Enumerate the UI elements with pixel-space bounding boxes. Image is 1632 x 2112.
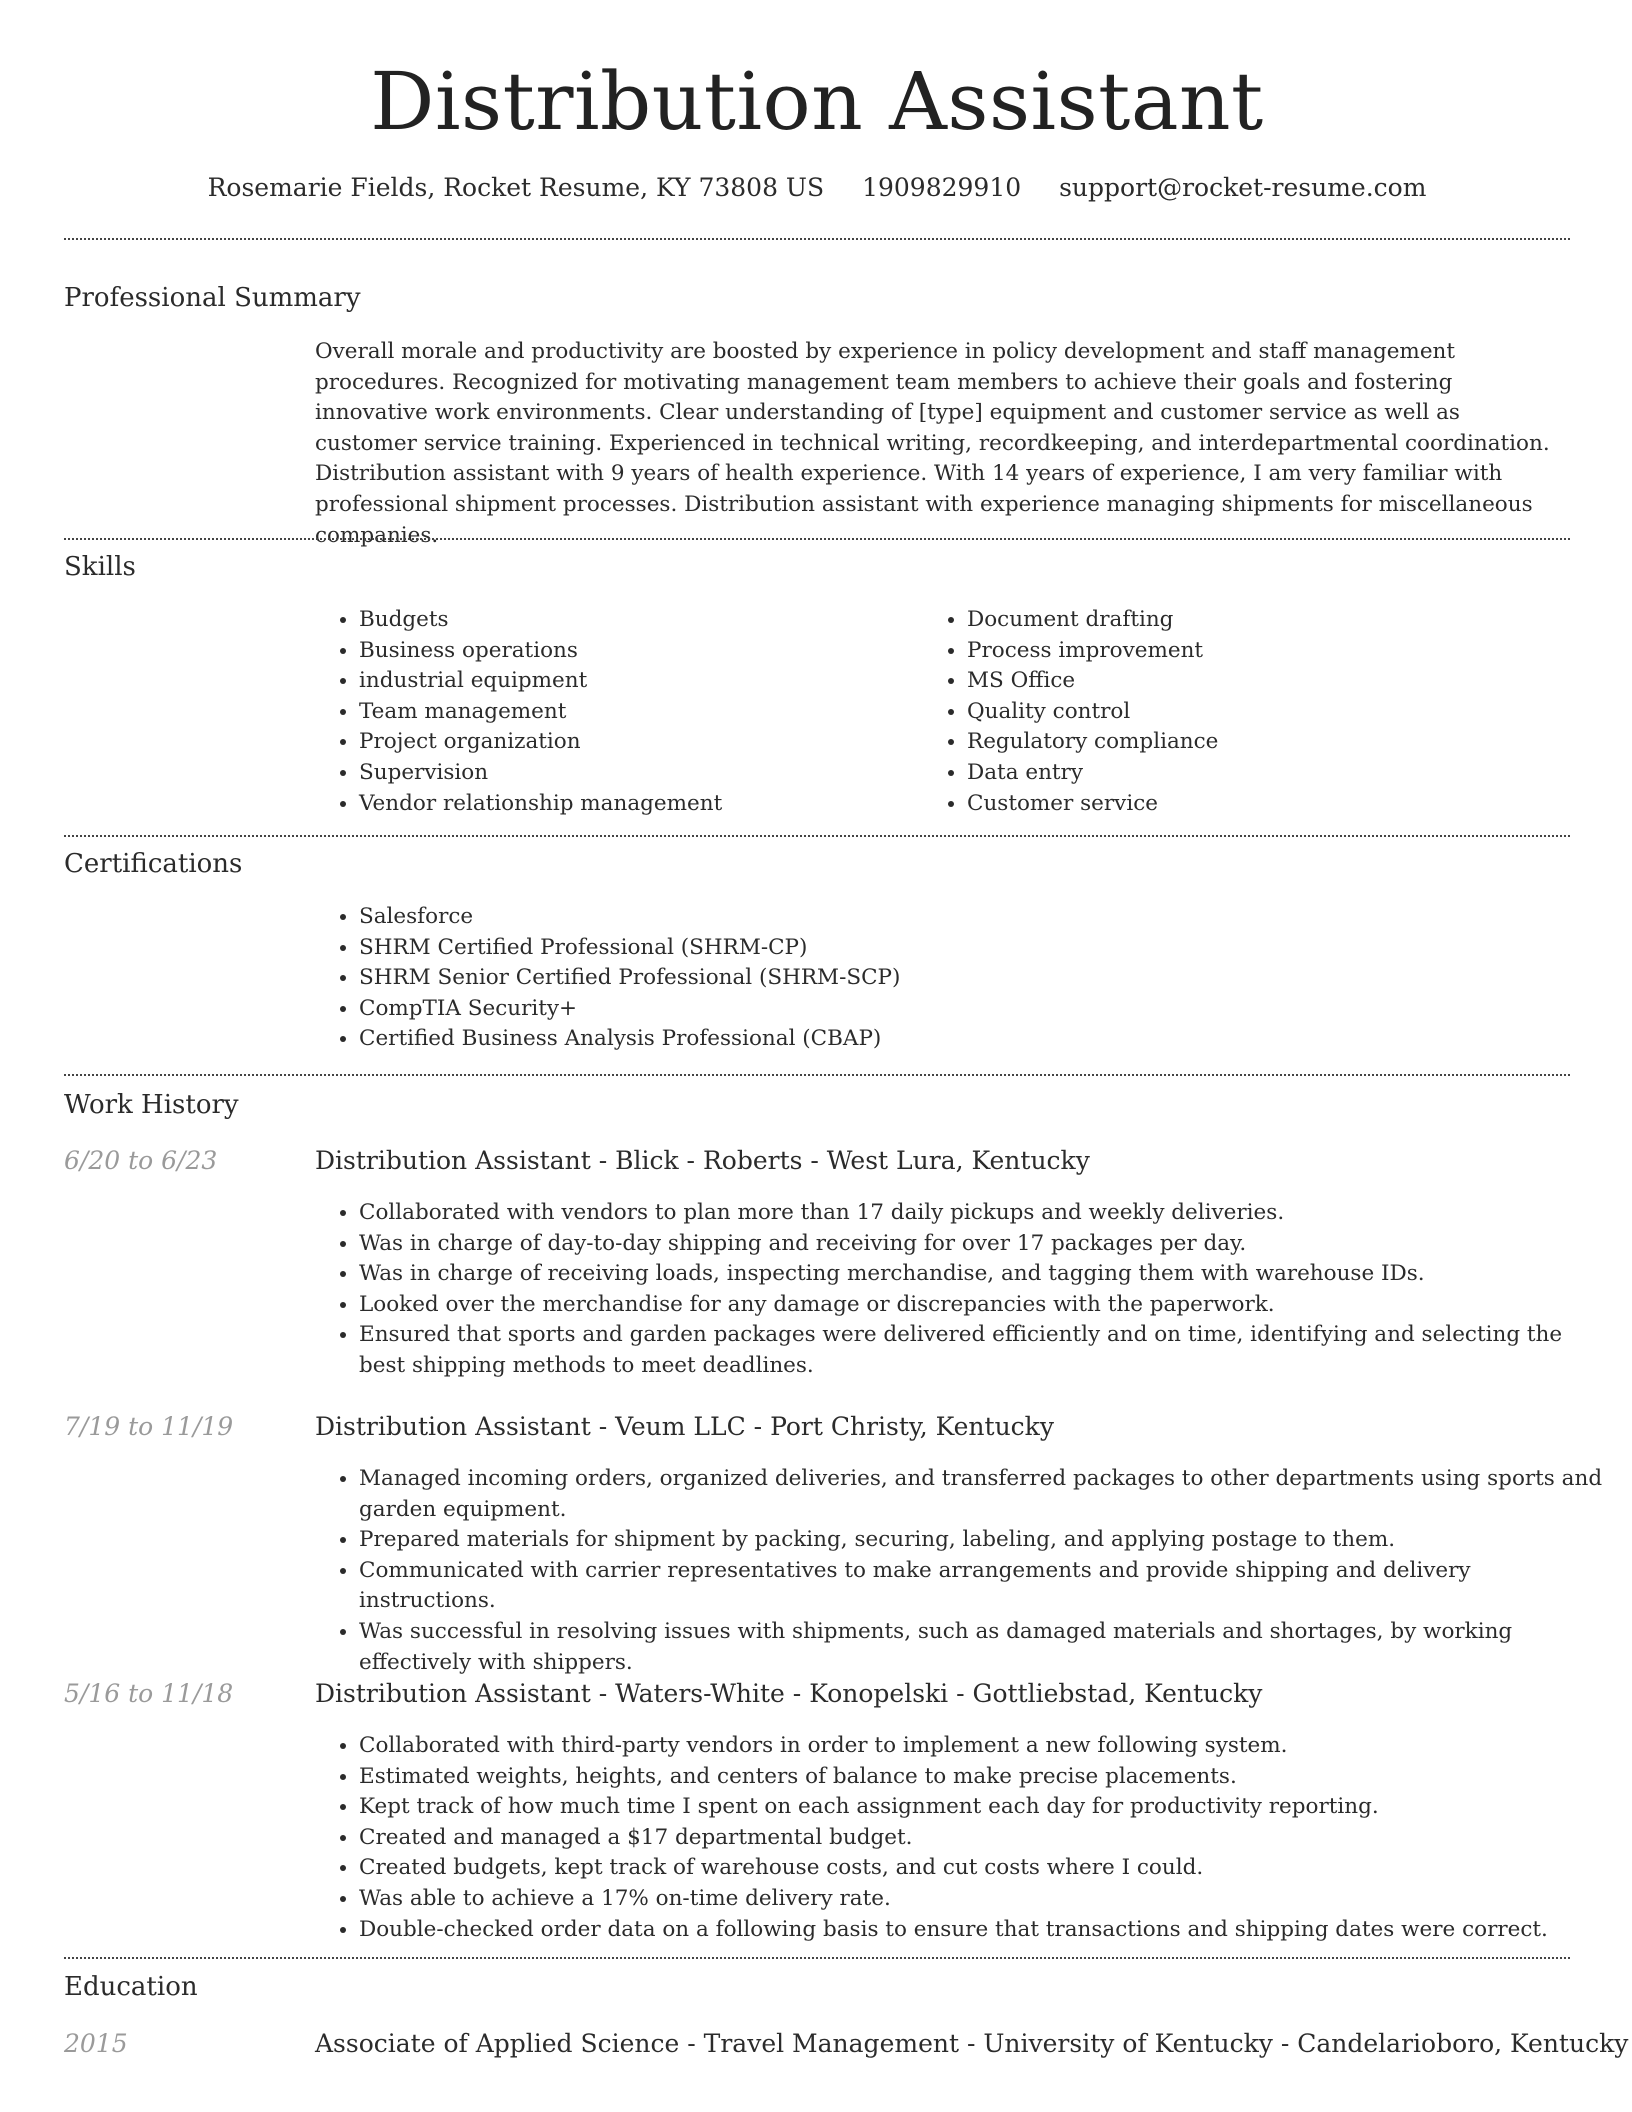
- summary-heading: Professional Summary: [64, 283, 361, 313]
- job-title: Distribution Assistant - Waters-White - Konopelski - Gottliebstad, Kentucky: [315, 1679, 1263, 1708]
- job-bullet: • Ensured that sports and garden packages were delivered efficiently and on time, identifying and selecting the best shipping methods to meet deadlines.: [359, 1320, 1609, 1381]
- skill-item: • Team management: [359, 697, 919, 728]
- job-bullet: • Prepared materials for shipment by packing, securing, labeling, and applying postage to them.: [359, 1525, 1609, 1556]
- certification-item: • SHRM Certified Professional (SHRM-CP): [359, 933, 1609, 964]
- skill-item: • Quality control: [967, 697, 1567, 728]
- section-divider: [64, 1957, 1570, 1959]
- job-bullet: • Was successful in resolving issues with shipments, such as damaged materials and shortages, by working effectively with shippers.: [359, 1617, 1609, 1678]
- skill-item: • Business operations: [359, 636, 919, 667]
- skill-item: • MS Office: [967, 666, 1567, 697]
- summary-text: Overall morale and productivity are boosted by experience in policy development and staff management procedures. Recognized for motivating management team members to achieve their goals and fostering innovative work environments. Clear understanding of [type] equipment and customer service as well as customer service training. Experienced in technical writing, recordkeeping, and interdepartmental coordination. Distribution assistant with 9 years of health experience. With 14 years of experience, I am very familiar with professional shipment processes. Distribution assistant with experience managing shipments for miscellaneous companies.: [315, 339, 1550, 548]
- job-bullet: • Created and managed a $17 departmental budget.: [359, 1823, 1609, 1854]
- job-bullet: • Double-checked order data on a following basis to ensure that transactions and shipping dates were correct.: [359, 1915, 1609, 1946]
- job-bullet: • Was in charge of receiving loads, inspecting merchandise, and tagging them with warehouse IDs.: [359, 1259, 1609, 1290]
- job-bullet: • Managed incoming orders, organized deliveries, and transferred packages to other departments using sports and garden equipment.: [359, 1464, 1609, 1525]
- resume-title: Distribution Assistant: [370, 55, 1264, 148]
- section-divider: [64, 538, 1570, 540]
- job-dates: 5/16 to 11/18: [64, 1679, 234, 1708]
- job-bullets: [315, 1731, 1609, 1945]
- skills-list-left: [315, 605, 919, 819]
- skill-item: • Document drafting: [967, 605, 1567, 636]
- section-divider: [64, 835, 1570, 837]
- job-title: Distribution Assistant - Blick - Roberts - West Lura, Kentucky: [315, 1146, 1090, 1175]
- certifications-list: [315, 902, 1609, 1055]
- job-dates: 7/19 to 11/19: [64, 1412, 234, 1441]
- job-bullet: • Estimated weights, heights, and centers of balance to make precise placements.: [359, 1762, 1609, 1793]
- section-divider: [64, 238, 1570, 240]
- skill-item: • Data entry: [967, 758, 1567, 789]
- job-dates: 6/20 to 6/23: [64, 1146, 218, 1175]
- contact-line: [64, 170, 1570, 206]
- job-bullets: [315, 1464, 1609, 1678]
- education-heading: Education: [64, 1972, 198, 2002]
- skill-item: • Customer service: [967, 789, 1567, 820]
- certification-item: • Salesforce: [359, 902, 1609, 933]
- section-divider: [64, 1074, 1570, 1076]
- job-title: Distribution Assistant - Veum LLC - Port Christy, Kentucky: [315, 1412, 1054, 1441]
- certification-item: • Certified Business Analysis Professional (CBAP): [359, 1024, 1609, 1055]
- job-bullets: [315, 1198, 1609, 1382]
- skill-item: • Project organization: [359, 727, 919, 758]
- education-year: 2015: [64, 2029, 128, 2058]
- skill-item: • Process improvement: [967, 636, 1567, 667]
- job-bullet: • Looked over the merchandise for any damage or discrepancies with the paperwork.: [359, 1290, 1609, 1321]
- job-bullet: • Communicated with carrier representatives to make arrangements and provide shipping and delivery instructions.: [359, 1556, 1609, 1617]
- contact-address: Rosemarie Fields, Rocket Resume, KY 73808 US: [207, 173, 825, 202]
- skill-item: • Vendor relationship management: [359, 789, 919, 820]
- job-bullet: • Created budgets, kept track of warehouse costs, and cut costs where I could.: [359, 1853, 1609, 1884]
- skill-item: • industrial equipment: [359, 666, 919, 697]
- contact-email: support@rocket-resume.com: [1059, 173, 1427, 202]
- skill-item: • Supervision: [359, 758, 919, 789]
- job-bullet: • Collaborated with third-party vendors in order to implement a new following system.: [359, 1731, 1609, 1762]
- job-bullet: • Collaborated with vendors to plan more than 17 daily pickups and weekly deliveries.: [359, 1198, 1609, 1229]
- skills-list-right: [923, 605, 1567, 819]
- skill-item: • Budgets: [359, 605, 919, 636]
- job-bullet: • Was able to achieve a 17% on-time delivery rate.: [359, 1884, 1609, 1915]
- work-history-heading: Work History: [64, 1090, 239, 1120]
- education-degree: Associate of Applied Science - Travel Management - University of Kentucky - Candelarioboro, Kentucky: [315, 2029, 1629, 2058]
- job-bullet: • Was in charge of day-to-day shipping and receiving for over 17 packages per day.: [359, 1229, 1609, 1260]
- skill-item: • Regulatory compliance: [967, 727, 1567, 758]
- certifications-heading: Certifications: [64, 849, 243, 879]
- skills-heading: Skills: [64, 552, 136, 582]
- certification-item: • SHRM Senior Certified Professional (SHRM-SCP): [359, 963, 1609, 994]
- certification-item: • CompTIA Security+: [359, 994, 1609, 1025]
- job-bullet: • Kept track of how much time I spent on each assignment each day for productivity reporting.: [359, 1792, 1609, 1823]
- contact-phone: 1909829910: [862, 173, 1022, 202]
